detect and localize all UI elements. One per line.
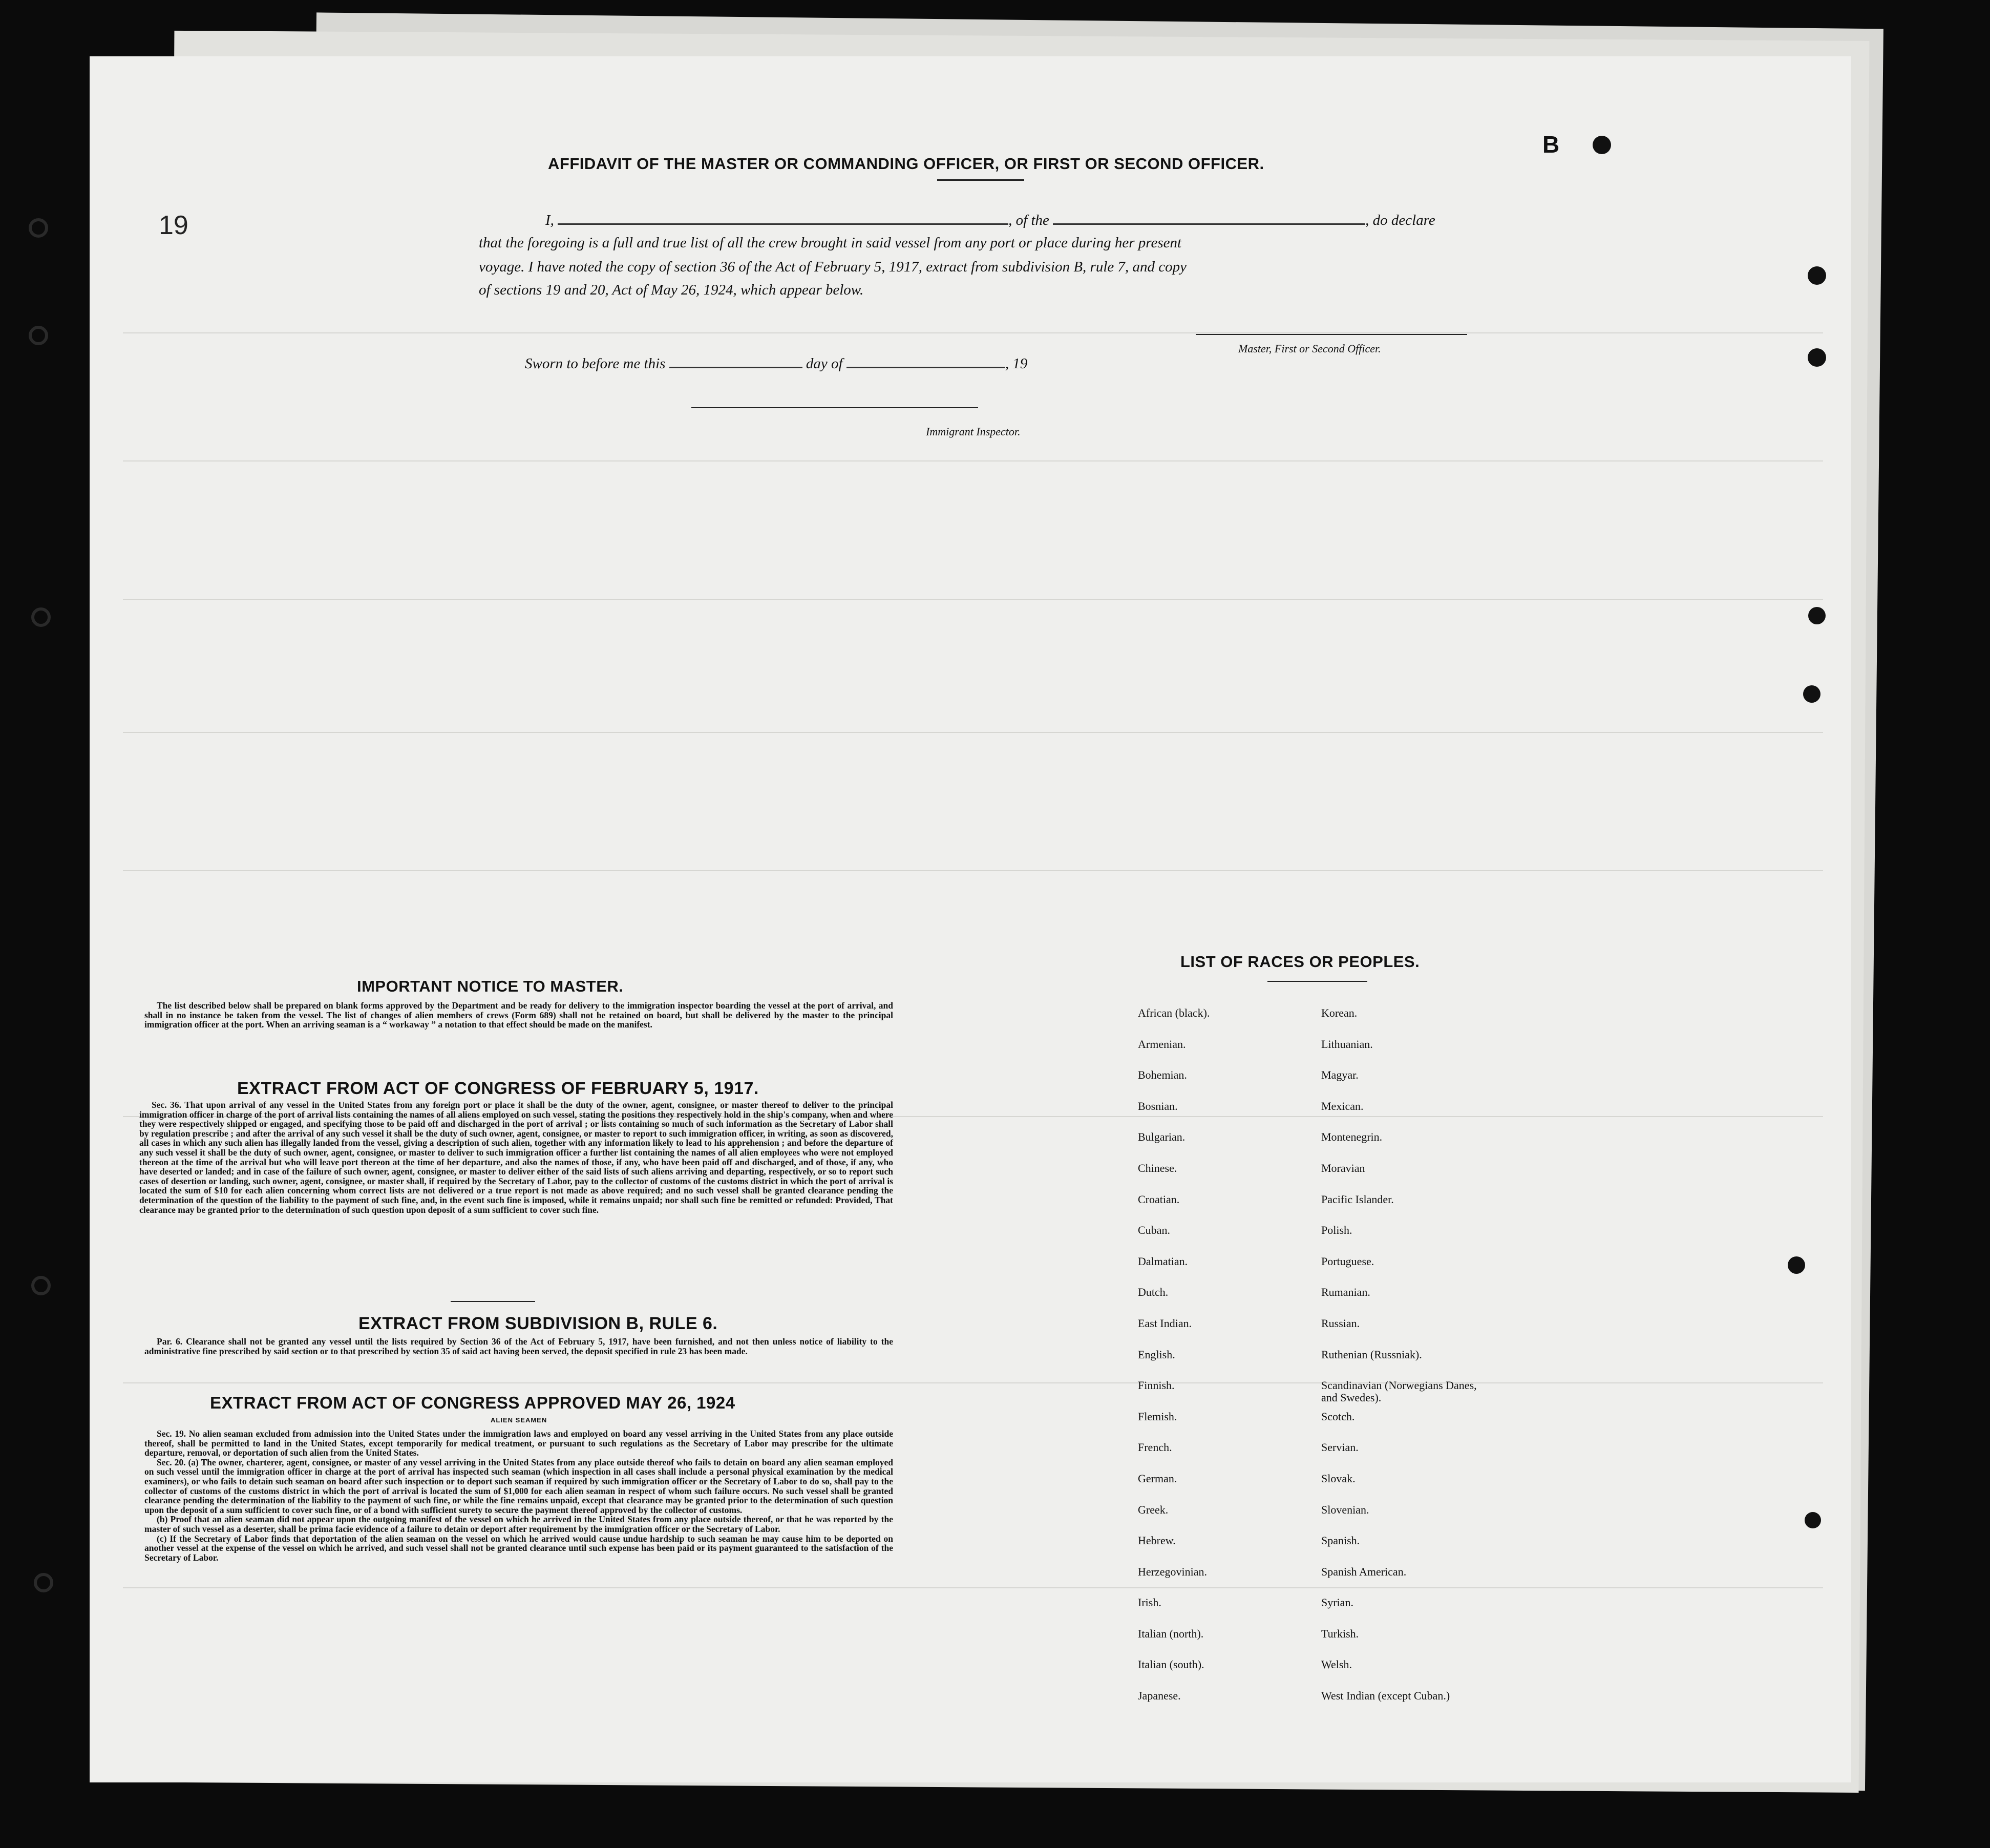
- races-left-column: [1138, 1007, 1210, 1721]
- sec20b-paragraph: (b) Proof that an alien seaman did not appear upon the outgoing manifest of the vessel on which he arrived in the United States from any place outside thereof, or that he was reported by the master of such vessel as a deserter, shall be prima facie evidence of a failure to detain or deport after requirement by the immigration officer or the Secretary of Labor.: [144, 1514, 893, 1534]
- extract-rule6-title: EXTRACT FROM SUBDIVISION B, RULE 6.: [358, 1314, 718, 1333]
- race-item: Bulgarian.: [1138, 1130, 1185, 1144]
- race-item: English.: [1138, 1348, 1175, 1361]
- race-item: Rumanian.: [1321, 1286, 1370, 1299]
- notice-title: IMPORTANT NOTICE TO MASTER.: [357, 977, 624, 995]
- race-item: Portuguese.: [1321, 1254, 1374, 1268]
- par6-paragraph: Par. 6. Clearance shall not be granted any vessel until the lists required by Section 36 of the Act of February 5, 1917, have been furnished, and not then unless notice of liability to the administrative fine prescribed by said section or to that prescribed by section 35 of said act having been served, the deposit specified in rule 23 has been made.: [144, 1336, 893, 1356]
- margin-number: 19: [159, 211, 188, 240]
- extract-1917-body: [139, 1100, 893, 1214]
- race-item: Turkish.: [1321, 1627, 1359, 1640]
- of-the-label: , of the: [1008, 212, 1049, 228]
- race-item: Moravian: [1321, 1161, 1365, 1174]
- master-signature-line[interactable]: [1196, 334, 1467, 335]
- extract-1924-subtitle: ALIEN SEAMEN: [491, 1416, 547, 1424]
- race-item: Russian.: [1321, 1316, 1360, 1330]
- extract-rule6-body: [144, 1337, 893, 1356]
- race-item: French.: [1138, 1441, 1172, 1454]
- notice-paragraph: The list described below shall be prepared on blank forms approved by the Department and be ready for delivery to the immigration inspector boarding the vessel at the port of arrival, and shall in no instance be taken from the vessel. The list of changes of alien members of crews (Form 689) shall not be retained on board, but shall be delivered by the master to the principal immigration officer at the port. When an arriving seaman is a “ workaway ” a notation to that effect should be made on the manifest.: [144, 1000, 893, 1030]
- race-item: German.: [1138, 1472, 1177, 1485]
- race-item: Polish.: [1321, 1224, 1352, 1237]
- race-item: Herzegovinian.: [1138, 1565, 1207, 1578]
- year-label: , 19: [1005, 355, 1028, 372]
- race-item: Ruthenian (Russniak).: [1321, 1348, 1422, 1361]
- extract-divider: [451, 1301, 535, 1302]
- sec20c-paragraph: (c) If the Secretary of Labor finds that deportation of the alien seaman on the vessel on which he arrived would cause undue hardship to such seaman he may cause him to be deported on another vessel at the expense of the vessel on which he arrived, and such vessel shall not be granted clearance until such expense has been paid or its payment guaranteed to the satisfaction of the Secretary of Labor.: [144, 1533, 893, 1563]
- race-item: Hebrew.: [1138, 1534, 1176, 1547]
- race-item: Servian.: [1321, 1441, 1359, 1454]
- sec20a-paragraph: Sec. 20. (a) The owner, charterer, agent, consignee, or master of any vessel arriving in the United States from any place outside thereof who fails to detain on board any alien seaman employed on such vessel until the immigration officer in charge at the port of arrival has inspected such seaman (which inspection in all cases shall include a personal physical examination by the medical examiners), or who fails to detain such seaman on board after such inspection or to deport such seaman if required by such immigration officer or the Secretary of Labor to do so, shall pay to the collector of customs of the customs district in which the port of arrival is located the sum of $1,000 for each alien seaman in respect of whom such failure occurs. No such vessel shall be granted clearance pending the determination of the liability to the payment of such fine, or while the fine remains unpaid, except that clearance may be granted prior to the determination of such question upon the deposit of a sum sufficient to cover such fine, or of a bond with sufficient surety to secure the payment thereof approved by the collector of customs.: [144, 1457, 893, 1515]
- name-blank[interactable]: [558, 211, 1008, 225]
- race-item: Italian (south).: [1138, 1658, 1204, 1671]
- race-item: Bohemian.: [1138, 1068, 1187, 1082]
- corner-letter: B: [1542, 131, 1560, 158]
- race-item: Bosnian.: [1138, 1099, 1178, 1112]
- extract-1924-body: [144, 1429, 893, 1562]
- affidavit-line-2: that the foregoing is a full and true list of all the crew brought in said vessel from any port or place during her present: [479, 235, 1182, 251]
- sworn-month-blank[interactable]: [846, 354, 1005, 368]
- pronoun-i: I,: [545, 212, 554, 228]
- affidavit-line-3: voyage. I have noted the copy of section 36 of the Act of February 5, 1917, extract from subdivision B, rule 7, and copy: [479, 259, 1187, 275]
- affidavit-line-1: [545, 211, 1435, 229]
- sec36-paragraph: Sec. 36. That upon arrival of any vessel in the United States from any foreign port or place it shall be the duty of the owner, agent, consignee, or master thereof to deliver to the principal immigration officer in charge of the port of arrival lists containing the names of all aliens employed on such vessel, stating the positions they respectively hold in the ship's company, when and where they were respectively shipped or engaged, and specifying those to be paid off and discharged in the port of arrival ; or lists containing so much of such information as the Secretary of Labor shall by regulation prescribe ; and after the arrival of any such vessel it shall be the duty of such owner, agent, consignee, or master to report to such immigration officer, in writing, as soon as discovered, all cases in which any such alien has illegally landed from the vessel, giving a description of such alien, together with any information likely to lead to his apprehension ; and before the departure of any such vessel it shall be the duty of such owner, agent, consignee, or master to deliver to such immigration officer a further list containing the names of all alien employees who were not employed thereon at the time of the arrival but who will leave port thereon at the time of her departure, and also the names of those, if any, who have been paid off and discharged, and of those, if any, who have deserted or landed; and in case of the failure of such owner, agent, consignee, or master to deliver either of the said lists of such aliens arriving and departing, respectively, or so to report such cases of desertion or landing, such owner, agent, consignee, or master shall, if required by the Secretary of Labor, pay to the collector of customs of the customs district in which the port of arrival is located the sum of $10 for each alien concerning whom correct lists are not delivered or a true report is not made as above required; and no such vessel shall be granted clearance pending the determination of the question of the liability to the payment of such fine, and, in the event such fine is imposed, while it remains unpaid; nor shall such fine be remitted or refunded: Provided, That clearance may be granted prior to the determination of such question upon deposit of a sum sufficient to cover such fine.: [139, 1100, 893, 1215]
- races-rule: [1267, 981, 1367, 982]
- race-item: Scotch.: [1321, 1410, 1355, 1423]
- race-item: Irish.: [1138, 1596, 1161, 1609]
- race-item: Scandinavian (Norwegians Danes, and Swedes).: [1321, 1379, 1477, 1404]
- master-caption: Master, First or Second Officer.: [1238, 342, 1381, 355]
- race-item: Finnish.: [1138, 1379, 1175, 1392]
- inspector-signature-line[interactable]: [691, 407, 978, 408]
- race-item: Lithuanian.: [1321, 1037, 1373, 1051]
- race-item: Slovenian.: [1321, 1503, 1369, 1516]
- sworn-line: [525, 354, 1027, 372]
- affidavit-line-4: of sections 19 and 20, Act of May 26, 1924, which appear below.: [479, 282, 864, 298]
- title-rule: [937, 179, 1024, 181]
- race-item: Croatian.: [1138, 1192, 1180, 1206]
- race-item: East Indian.: [1138, 1316, 1192, 1330]
- race-item: Korean.: [1321, 1006, 1358, 1019]
- extract-1917-title: EXTRACT FROM ACT OF CONGRESS OF FEBRUARY 5, 1917.: [237, 1079, 759, 1098]
- race-item: Chinese.: [1138, 1161, 1177, 1174]
- race-item: Japanese.: [1138, 1689, 1181, 1703]
- inspector-caption: Immigrant Inspector.: [926, 425, 1021, 438]
- extract-1924-title: EXTRACT FROM ACT OF CONGRESS APPROVED MAY 26, 1924: [210, 1393, 735, 1412]
- day-of-label: day of: [806, 355, 843, 372]
- race-item: Syrian.: [1321, 1596, 1353, 1609]
- race-item: African (black).: [1138, 1006, 1210, 1019]
- race-item: Spanish.: [1321, 1534, 1360, 1547]
- races-right-column: [1321, 1007, 1495, 1721]
- race-item: Mexican.: [1321, 1099, 1364, 1112]
- race-item: Cuban.: [1138, 1224, 1170, 1237]
- race-item: Welsh.: [1321, 1658, 1352, 1671]
- notice-body: [144, 1001, 893, 1030]
- race-item: Magyar.: [1321, 1068, 1359, 1082]
- declare-label: , do declare: [1365, 212, 1435, 228]
- race-item: Slovak.: [1321, 1472, 1356, 1485]
- affidavit-title: AFFIDAVIT OF THE MASTER OR COMMANDING OFFICER, OR FIRST OR SECOND OFFICER.: [548, 155, 1264, 173]
- sworn-day-blank[interactable]: [669, 354, 802, 368]
- sworn-label: Sworn to before me this: [525, 355, 666, 372]
- race-item: Armenian.: [1138, 1037, 1186, 1051]
- race-item: Dutch.: [1138, 1286, 1169, 1299]
- race-item: Montenegrin.: [1321, 1130, 1383, 1144]
- race-item: Flemish.: [1138, 1410, 1177, 1423]
- race-item: Dalmatian.: [1138, 1254, 1188, 1268]
- race-item: West Indian (except Cuban.): [1321, 1689, 1450, 1703]
- vessel-blank[interactable]: [1053, 211, 1365, 225]
- race-item: Pacific Islander.: [1321, 1192, 1394, 1206]
- race-item: Greek.: [1138, 1503, 1169, 1516]
- sec19-paragraph: Sec. 19. No alien seaman excluded from admission into the United States under the immigration laws and employed on board any vessel arriving in the United States from any place outside thereof, shall be permitted to land in the United States, except temporarily for medical treatment, or pursuant to such regulations as the Secretary of Labor may prescribe for the ultimate departure, removal, or deportation of such alien from the United States.: [144, 1429, 893, 1458]
- race-item: Italian (north).: [1138, 1627, 1204, 1640]
- race-item: Spanish American.: [1321, 1565, 1407, 1578]
- races-title: LIST OF RACES OR PEOPLES.: [1180, 953, 1420, 971]
